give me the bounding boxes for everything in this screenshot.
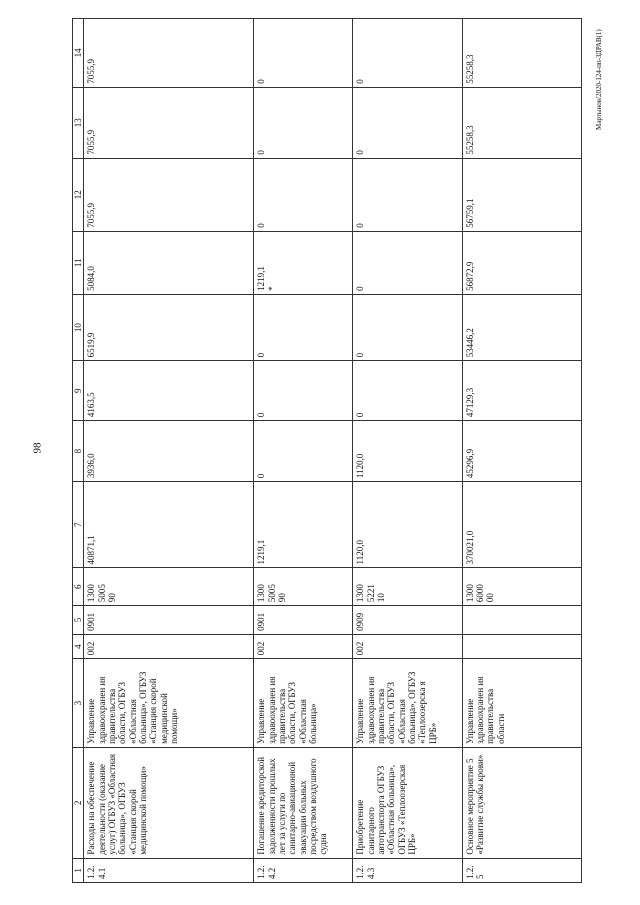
table-cell-c5: 0901 — [84, 606, 254, 635]
column-header-13: 13 — [73, 87, 84, 158]
table-cell-c6: 1300 5221 10 — [353, 568, 462, 606]
table-cell-c2: Основное мероприятие 5 «Развитие службы крови» — [462, 747, 581, 858]
column-header-7: 7 — [73, 482, 84, 568]
table-cell-c8: 1120,0 — [353, 421, 462, 482]
table-cell-c5 — [462, 606, 581, 635]
table-cell-c11: 0 — [353, 231, 462, 294]
table-row — [254, 19, 353, 883]
table-cell-c2: Приобретение санитарного автотранспорта ОГБУЗ «Областная больница», ОГБУЗ «Теплоозерская ЦРБ» — [353, 747, 462, 858]
column-header-5: 5 — [73, 606, 84, 635]
table-cell-c11: 5084,0 — [84, 231, 254, 294]
column-header-8: 8 — [73, 421, 84, 482]
table-cell-c10: 0 — [254, 294, 353, 360]
column-header-9: 9 — [73, 361, 84, 421]
column-header-3: 3 — [73, 659, 84, 748]
header-row — [73, 19, 84, 883]
column-header-11: 11 — [73, 231, 84, 294]
table-container — [72, 18, 582, 883]
column-header-14: 14 — [73, 19, 84, 88]
table-row — [353, 19, 462, 883]
column-header-2: 2 — [73, 747, 84, 858]
table-cell-c5: 0909 — [353, 606, 462, 635]
table-cell-c3: Управление здравоохранен ия правительства области, ОГБУЗ «Областная больница» — [254, 659, 353, 748]
table-cell-c6: 1300 6000 00 — [462, 568, 581, 606]
table-cell-c7: 1219,1 — [254, 482, 353, 568]
table-cell-c12: 0 — [353, 158, 462, 231]
table-row — [84, 19, 254, 883]
table-cell-c13: 0 — [353, 87, 462, 158]
table-cell-c11: 56872,9 — [462, 231, 581, 294]
table-cell-c2: Расходы на обеспечение деятельности (оказание услуг) ОГБУЗ «Областная больница», ОГБУЗ «Станция скорой медицинской помощи» — [84, 747, 254, 858]
document-footer: Мартынов/2020-124-пп-ЗДРАВ(1) — [595, 29, 603, 130]
table-cell-c12: 56759,1 — [462, 158, 581, 231]
table-cell-c14: 7055,9 — [84, 19, 254, 88]
column-header-6: 6 — [73, 568, 84, 606]
table-cell-c3: Управление здравоохранен ия правительства области, ОГБУЗ «Областная больница», ОГБУЗ «Станция скорой медицинской помощи» — [84, 659, 254, 748]
table-cell-c2: Погашение кредиторской задолженности прошлых лет за услуги по санитарно-авиационной эвакуации больных посредством воздушного судна — [254, 747, 353, 858]
table-cell-c13: 7055,9 — [84, 87, 254, 158]
table-cell-c10: 0 — [353, 294, 462, 360]
table-cell-c12: 7055,9 — [84, 158, 254, 231]
table-cell-c1: 1.2. 5 — [462, 858, 581, 882]
table-cell-c8: 0 — [254, 421, 353, 482]
table-row — [462, 19, 581, 883]
table-cell-c10: 6519,9 — [84, 294, 254, 360]
table-cell-c9: 4163,5 — [84, 361, 254, 421]
column-header-4: 4 — [73, 634, 84, 658]
table-cell-c7: 1120,0 — [353, 482, 462, 568]
table-cell-c1: 1.2. 4.2 — [254, 858, 353, 882]
page-number: 98 — [31, 442, 44, 454]
table-cell-c4 — [462, 634, 581, 658]
table-cell-c13: 55258,3 — [462, 87, 581, 158]
column-header-1: 1 — [73, 858, 84, 882]
table-cell-c3: Управление здравоохранен ия правительства области, ОГБУЗ «Областная больница», ОГБУЗ «Теплоозерска я ЦРБ» — [353, 659, 462, 748]
table-cell-c1: 1.2. 4.1 — [84, 858, 254, 882]
table-cell-c11: 1219,1 * — [254, 231, 353, 294]
table-cell-c7: 370021,0 — [462, 482, 581, 568]
column-header-12: 12 — [73, 158, 84, 231]
table-cell-c1: 1.2. 4.3 — [353, 858, 462, 882]
table-cell-c4: 002 — [353, 634, 462, 658]
table-cell-c3: Управление здравоохранен ия правительства области — [462, 659, 581, 748]
table-cell-c12: 0 — [254, 158, 353, 231]
table-cell-c8: 3936,0 — [84, 421, 254, 482]
table-cell-c14: 55258,3 — [462, 19, 581, 88]
table-cell-c10: 53446,2 — [462, 294, 581, 360]
table-cell-c4: 002 — [84, 634, 254, 658]
table-cell-c14: 0 — [353, 19, 462, 88]
column-header-10: 10 — [73, 294, 84, 360]
table-cell-c9: 0 — [254, 361, 353, 421]
table-cell-c13: 0 — [254, 87, 353, 158]
table-cell-c6: 1300 5005 90 — [84, 568, 254, 606]
table-cell-c8: 45296,9 — [462, 421, 581, 482]
table-cell-c5: 0901 — [254, 606, 353, 635]
table-cell-c9: 47129,3 — [462, 361, 581, 421]
table-cell-c9: 0 — [353, 361, 462, 421]
table-cell-c7: 40871,1 — [84, 482, 254, 568]
table-cell-c4: 002 — [254, 634, 353, 658]
table-cell-c6: 1300 5005 90 — [254, 568, 353, 606]
table-cell-c14: 0 — [254, 19, 353, 88]
program-funding-table — [72, 18, 582, 883]
